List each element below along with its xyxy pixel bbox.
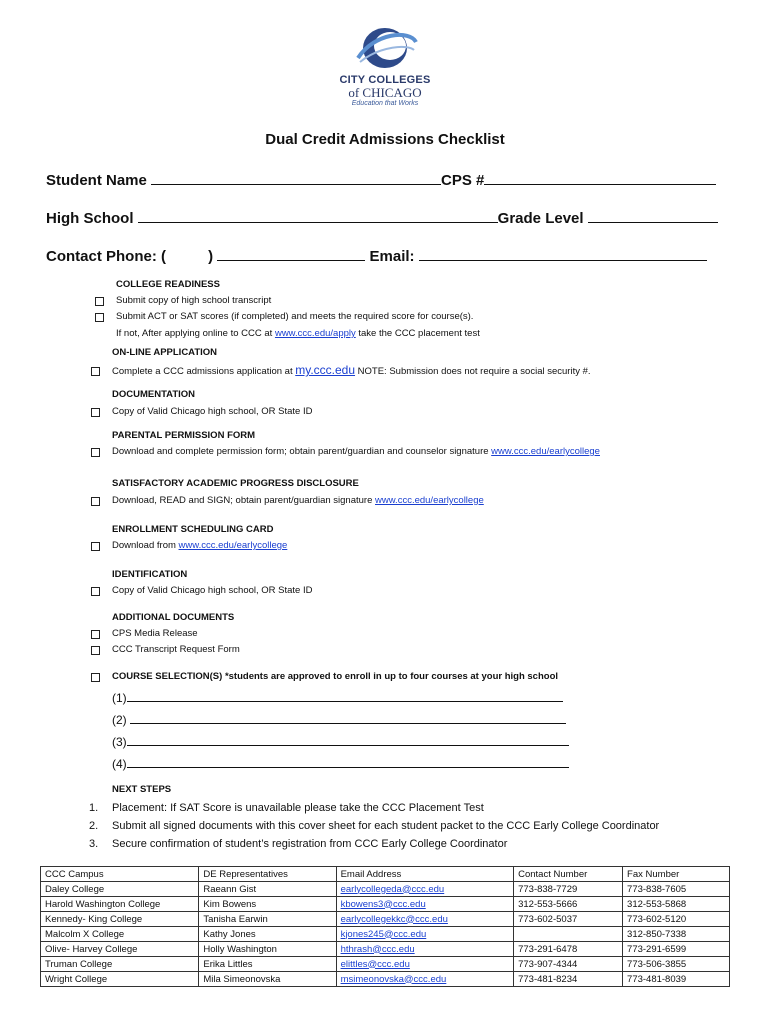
student-name-row xyxy=(46,170,716,189)
contact-row xyxy=(46,246,707,265)
course-line-3-label: (3) xyxy=(112,735,127,749)
checkbox-act-sat[interactable] xyxy=(95,313,104,322)
high-school-field[interactable] xyxy=(138,208,498,223)
high-school-label: High School xyxy=(46,210,134,227)
checkbox-documentation[interactable] xyxy=(91,408,100,417)
header-representatives: DE Representatives xyxy=(199,867,336,882)
contact-cell: 773-907-4344 xyxy=(514,957,623,972)
table-row xyxy=(41,942,730,957)
parental-permission-item xyxy=(112,446,600,457)
header-fax: Fax Number xyxy=(623,867,730,882)
email-link[interactable]: earlycollegeda@ccc.edu xyxy=(340,883,445,895)
course-line-1-label: (1) xyxy=(112,691,127,705)
sap-item-pre: Download, READ and SIGN; obtain parent/guardian signature xyxy=(112,495,375,506)
fax-cell: 312-850-7338 xyxy=(623,927,730,942)
email-cell xyxy=(336,972,514,987)
course-4-field[interactable] xyxy=(127,755,569,768)
high-school-row xyxy=(46,208,718,227)
documentation-item: Copy of Valid Chicago high school, OR State ID xyxy=(112,406,313,417)
rep-cell: Holly Washington xyxy=(199,942,336,957)
fax-cell: 773-506-3855 xyxy=(623,957,730,972)
transcript-item: Submit copy of high school transcript xyxy=(116,295,272,306)
header-campus: CCC Campus xyxy=(41,867,199,882)
checkbox-enrollment-card[interactable] xyxy=(91,542,100,551)
course-line-2-label: (2) xyxy=(112,713,127,727)
email-link[interactable]: earlycollegekkc@ccc.edu xyxy=(340,913,448,925)
email-cell xyxy=(336,882,514,897)
earlycollege-link-permission[interactable]: www.ccc.edu/earlycollege xyxy=(491,446,600,457)
contact-cell: 773-602-5037 xyxy=(514,912,623,927)
apply-link[interactable]: www.ccc.edu/apply xyxy=(274,328,356,339)
identification-title: IDENTIFICATION xyxy=(112,569,188,580)
myccc-link[interactable]: my.ccc.edu xyxy=(295,363,356,377)
contact-phone-field[interactable] xyxy=(217,246,365,261)
course-line-1 xyxy=(112,689,563,705)
fax-cell: 773-602-5120 xyxy=(623,912,730,927)
cps-field[interactable] xyxy=(484,170,716,185)
transcript-request-item: CCC Transcript Request Form xyxy=(112,644,240,655)
step-number-1: 1. xyxy=(89,802,99,814)
step-2: Submit all signed documents with this cover sheet for each student packet to the CCC Early College Coordinator xyxy=(112,820,660,832)
student-name-field[interactable] xyxy=(151,170,441,185)
email-cell xyxy=(336,897,514,912)
contact-cell xyxy=(514,927,623,942)
enrollment-card-pre: Download from xyxy=(112,540,179,551)
page-title: Dual Credit Admissions Checklist xyxy=(265,131,505,148)
application-item-post: NOTE: Submission does not require a social security #. xyxy=(355,366,591,377)
logo-swoosh-icon xyxy=(330,24,440,74)
logo-tagline: Education that Works xyxy=(351,100,419,107)
email-link[interactable]: kbowens3@ccc.edu xyxy=(340,898,426,910)
step-number-2: 2. xyxy=(89,820,99,832)
checkbox-course-selection[interactable] xyxy=(91,673,100,682)
campus-cell: Olive- Harvey College xyxy=(41,942,199,957)
fax-cell: 773-291-6599 xyxy=(623,942,730,957)
grade-level-field[interactable] xyxy=(588,208,718,223)
earlycollege-link-sap[interactable]: www.ccc.edu/earlycollege xyxy=(375,495,484,506)
logo-line1: CITY COLLEGES xyxy=(339,74,431,86)
table-row xyxy=(41,912,730,927)
campus-cell: Harold Washington College xyxy=(41,897,199,912)
course-3-field[interactable] xyxy=(127,733,569,746)
email-field[interactable] xyxy=(419,246,707,261)
course-line-3 xyxy=(112,733,569,749)
contact-cell: 312-553-5666 xyxy=(514,897,623,912)
email-label: Email: xyxy=(369,248,415,265)
fax-cell: 312-553-5868 xyxy=(623,897,730,912)
step-number-3: 3. xyxy=(89,838,99,850)
checkbox-media-release[interactable] xyxy=(91,630,100,639)
parental-permission-pre: Download and complete permission form; obtain parent/guardian and counselor signature xyxy=(112,446,492,457)
application-item-pre: Complete a CCC admissions application at xyxy=(112,366,296,377)
email-cell xyxy=(336,912,514,927)
email-link[interactable]: msimeonovska@ccc.edu xyxy=(340,973,447,985)
step-1: Placement: If SAT Score is unavailable please take the CCC Placement Test xyxy=(112,802,484,814)
checkbox-sap[interactable] xyxy=(91,497,100,506)
student-name-label: Student Name xyxy=(46,172,147,189)
course-line-2 xyxy=(112,711,566,727)
fax-cell: 773-481-8039 xyxy=(623,972,730,987)
table-row xyxy=(41,927,730,942)
header-email: Email Address xyxy=(336,867,514,882)
identification-item: Copy of Valid Chicago high school, OR State ID xyxy=(112,585,313,596)
table-header-row xyxy=(41,867,730,882)
course-line-4 xyxy=(112,755,569,771)
email-link[interactable]: kjones245@ccc.edu xyxy=(340,928,427,940)
rep-cell: Tanisha Earwin xyxy=(199,912,336,927)
rep-cell: Raeann Gist xyxy=(199,882,336,897)
header-contact: Contact Number xyxy=(514,867,623,882)
documentation-title: DOCUMENTATION xyxy=(112,389,196,400)
course-2-field[interactable] xyxy=(130,711,566,724)
application-item xyxy=(112,363,591,377)
act-sat-item: Submit ACT or SAT scores (if completed) and meets the required score for course(s). xyxy=(116,311,474,322)
step-3: Secure confirmation of student’s registration from CCC Early College Coordinator xyxy=(112,838,508,850)
enrollment-card-title: ENROLLMENT SCHEDULING CARD xyxy=(112,524,274,535)
checkbox-identification[interactable] xyxy=(91,587,100,596)
contact-cell: 773-291-6478 xyxy=(514,942,623,957)
logo-line2: of CHICAGO xyxy=(348,85,422,100)
course-1-field[interactable] xyxy=(127,689,563,702)
rep-cell: Mila Simeonovska xyxy=(199,972,336,987)
table-row xyxy=(41,897,730,912)
fax-cell: 773-838-7605 xyxy=(623,882,730,897)
checkbox-transcript-request[interactable] xyxy=(91,646,100,655)
course-line-4-label: (4) xyxy=(112,757,127,771)
additional-documents-title: ADDITIONAL DOCUMENTS xyxy=(112,612,235,623)
city-colleges-logo xyxy=(330,24,440,114)
rep-cell: Kim Bowens xyxy=(199,897,336,912)
checkbox-transcript[interactable] xyxy=(95,297,104,306)
contact-phone-label: Contact Phone: ( xyxy=(46,248,166,265)
campus-cell: Daley College xyxy=(41,882,199,897)
next-steps-title: NEXT STEPS xyxy=(112,784,172,795)
rep-cell: Erika Littles xyxy=(199,957,336,972)
table-row xyxy=(41,972,730,987)
email-link[interactable]: hthrash@ccc.edu xyxy=(340,943,415,955)
college-readiness-title: COLLEGE READINESS xyxy=(116,279,220,290)
contact-cell: 773-481-8234 xyxy=(514,972,623,987)
sap-item xyxy=(112,495,484,506)
parental-permission-title: PARENTAL PERMISSION FORM xyxy=(112,430,256,441)
campus-cell: Malcolm X College xyxy=(41,927,199,942)
campus-cell: Kennedy- King College xyxy=(41,912,199,927)
checkbox-parental-permission[interactable] xyxy=(91,448,100,457)
media-release-item: CPS Media Release xyxy=(112,628,198,639)
table-row xyxy=(41,882,730,897)
email-link[interactable]: elittles@ccc.edu xyxy=(340,958,410,970)
rep-cell: Kathy Jones xyxy=(199,927,336,942)
cps-label: CPS # xyxy=(441,172,485,189)
email-cell xyxy=(336,957,514,972)
placement-note xyxy=(116,328,480,339)
contacts-table xyxy=(40,866,730,987)
earlycollege-link-enrollment[interactable]: www.ccc.edu/earlycollege xyxy=(178,540,288,551)
placement-note-post: take the CCC placement test xyxy=(355,328,480,339)
enrollment-card-item xyxy=(112,540,287,551)
grade-level-label: Grade Level xyxy=(497,210,584,227)
course-selection-title: COURSE SELECTION(S) *students are approved to enroll in up to four courses at your high school xyxy=(112,671,559,682)
email-cell xyxy=(336,942,514,957)
online-application-title: ON-LINE APPLICATION xyxy=(112,347,218,358)
email-cell xyxy=(336,927,514,942)
paren-close: ) xyxy=(208,248,214,265)
contact-cell: 773-838-7729 xyxy=(514,882,623,897)
campus-cell: Wright College xyxy=(41,972,199,987)
table-row xyxy=(41,957,730,972)
sap-disclosure-title: SATISFACTORY ACADEMIC PROGRESS DISCLOSURE xyxy=(112,478,359,489)
checkbox-application[interactable] xyxy=(91,367,100,376)
placement-note-pre: If not, After applying online to CCC at xyxy=(116,328,275,339)
campus-cell: Truman College xyxy=(41,957,199,972)
